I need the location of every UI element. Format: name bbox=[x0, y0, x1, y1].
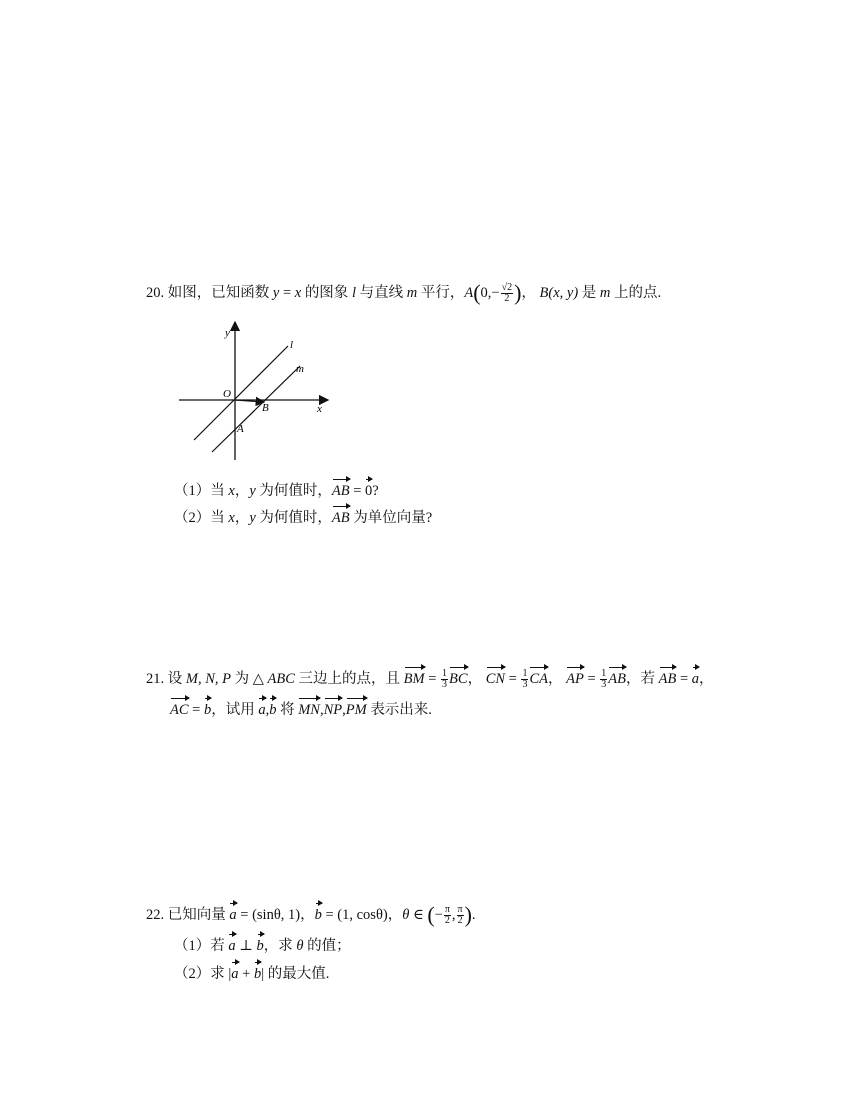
q20-figure bbox=[176, 318, 338, 464]
q20-sub1: （1）当 x，y 为何值时，AB = 0? bbox=[174, 478, 379, 501]
origin-label: O bbox=[223, 388, 231, 400]
q21-stem-line1: 21. 设 M, N, P 为 △ ABC 三边上的点，且 BM = $\frac{1}{3}$ BC， CN = $\frac{1}{3}$ CA， AP = $\frac{1}{3}$ AB，若 AB = a， bbox=[146, 666, 714, 690]
m-label: m bbox=[296, 363, 304, 375]
q22-sub1: （1）若 a ⊥ b，求 θ 的值； bbox=[174, 933, 351, 956]
q22-sub2: （2）求 |a + b| 的最大值. bbox=[174, 961, 329, 984]
x-label: x bbox=[317, 403, 322, 415]
B-label: B bbox=[262, 402, 269, 414]
q22-stem: 22. 已知向量 a = (sinθ, 1)，b = (1, cosθ)，θ ∈ (− $\frac{\pi}{2}$ , $\frac{\pi}{2}$ ). bbox=[146, 902, 476, 927]
l-label: l bbox=[290, 339, 294, 351]
A-label: A bbox=[237, 423, 244, 435]
q20-stem: 20. 如图，已知函数 y = x 的图象 l 与直线 m 平行，A(0,− $\frac{√2}{2}$ )， B(x, y) 是 m 上的点. bbox=[146, 280, 662, 305]
y-label: y bbox=[225, 327, 230, 339]
q20-sub2: （2）当 x，y 为何值时，AB 为单位向量? bbox=[174, 505, 432, 528]
q21-stem-line2: AC = b，试用 a,b 将 MN,NP,PM 表示出来. bbox=[170, 697, 432, 720]
